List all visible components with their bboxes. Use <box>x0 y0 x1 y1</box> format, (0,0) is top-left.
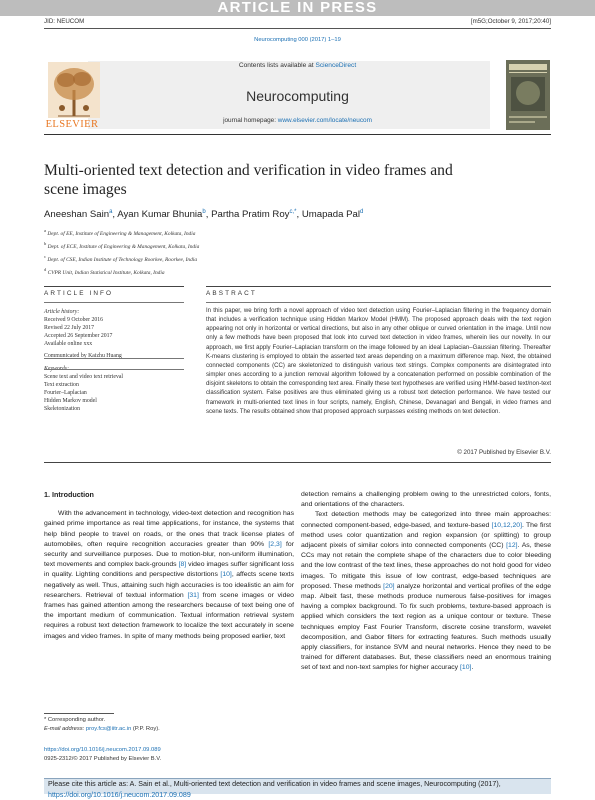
paragraph-text: from scene images or video frames has gained attention among the researchers because of text being one of the important medium of communication. Textual information retrieval system requires a robust text detection framework to localize the text accurately in scene images and video frames. In spite of many methods being proposed earlier, text <box>44 591 294 640</box>
affiliation-item: $^d$ CVPR Unit, Indian Statistical Institute, Kolkata, India <box>44 267 165 276</box>
abstract-label-rule <box>206 302 551 303</box>
masthead-rule <box>44 134 551 135</box>
abstract-text: In this paper, we bring forth a novel approach of video text detection using Fourier–Laplacian filtering in the frequency domain that includes a verification technique using Hidden Markov Model (HMM). The proposed approach deals with the text region appearing not only in horizontal or vertical directions, but also in any other oblique or curved orientation in the image. Until now only a few methods have been proposed that look into curved text detection in video frames, wherein lies our novelty. In our approach, we first apply Fourier–Laplacian transform on the image followed by an ideal Laplacian–Gaussian filtering. Thereafter K-means clustering is employed to obtain the asserted text areas depending on a maximum difference map. Next, the obtained connected components (CC) are skeletonized to distinguish various text strings. Complex components are disintegrated into simpler ones according to a junction removal algorithm followed by a concatenation performed on possible combination of the disjoint skeletons to obtain the corresponding text area. Finally these text hypotheses are verified using HMM-based text/non-text classification system. False positives are thus eliminated giving us a robust text detection performance. We have tested our framework in multi-oriented text lines in four scripts, namely, English, Chinese, Devanagari and Bengali, in video frames and scene texts. The results obtained show that proposed approach surpasses existing methods on text detection. <box>206 308 551 415</box>
affiliation-item: $^a$ Dept. of EE, Institute of Engineering & Management, Kolkata, India <box>44 228 196 237</box>
citation-prefix: Please cite this article as: A. Sain et al., Multi-oriented text detection and verification in video frames and scene images, Neurocomputing (2017), <box>48 780 501 788</box>
article-info-history-rule <box>44 358 184 359</box>
journal-id: JID: NEUCOM <box>44 18 85 25</box>
journal-reference-link[interactable]: Neurocomputing 000 (2017) 1–19 <box>254 37 341 43</box>
abstract-label: ABSTRACT <box>206 290 257 297</box>
author-affiliation-mark[interactable]: a <box>109 209 113 215</box>
section-heading-introduction: 1. Introduction <box>44 490 94 499</box>
article-in-press-text: ARTICLE IN PRESS <box>217 0 378 16</box>
journal-homepage-link[interactable]: www.elsevier.com/locate/neucom <box>277 117 372 124</box>
intro-paragraph-continued: detection remains a challenging problem owing to the unrestricted colors, fonts, and orientations of the characters. <box>301 491 551 509</box>
intro-paragraph <box>44 509 294 642</box>
author-affiliation-mark[interactable]: b <box>202 209 206 215</box>
paragraph-text: for security and surveillance purposes. Due to motion-blur, non-uniform illumination, text movements and complex back-grounds <box>44 540 294 569</box>
author-affiliation-mark[interactable]: c,* <box>289 209 297 215</box>
history-item: Revised 22 July 2017 <box>44 325 95 332</box>
issn-line: 0925-2312/© 2017 Published by Elsevier B.V. <box>44 756 162 763</box>
affiliation-item: $^c$ Dept. of CSE, Indian Institute of Technology Roorkee, Roorkee, India <box>44 254 198 263</box>
history-item: Accepted 26 September 2017 <box>44 333 113 340</box>
paragraph-text: . The first method uses color quantization and region expansion (or splitting) to group adjacent pixels of similar colors into connected components (CC) <box>301 521 551 550</box>
history-label: Article history: <box>44 309 80 315</box>
doi-link[interactable]: https://doi.org/10.1016/j.neucom.2017.09.089 <box>44 747 161 753</box>
citation-link[interactable]: [10] <box>460 664 472 672</box>
keyword-item: Text extraction <box>44 381 79 388</box>
elsevier-wordmark: ELSEVIER <box>45 119 99 130</box>
paragraph-text: analyze horizontal and vertical profiles of the edge map. Albeit fast, these methods produce numerous false-positives for images having a complex background. To fix such problems, texture-based approach is applied which considers the text region as a unique contour or texture. These techniques employ Fast Fourier Transform, discrete cosine transform, wavelet decomposition, and Gabor filters for extracting features. Such methods usually apply classifiers, for instance SVM and neural networks. Hence they need to be trained for different databases. But, these classifiers need an enormous training set of text and non-text samples for higher accuracy <box>301 582 552 672</box>
keyword-item: Hidden Markov model <box>44 397 97 404</box>
citation-link[interactable]: [20] <box>383 582 395 590</box>
history-item: Received 9 October 2016 <box>44 317 104 324</box>
article-info-block <box>44 308 184 413</box>
author-list: Aneeshan Sain$^a$, Ayan Kumar Bhunia$^b$, Partha Pratim Roy$^{c,*}$, Umapada Pal$^d$ <box>44 209 364 221</box>
affiliation-item: $^b$ Dept. of ECE, Institute of Engineering & Management, Kolkata, India <box>44 241 200 250</box>
citation-link[interactable]: [12] <box>506 542 518 550</box>
paragraph-text: , affects scene texts negatively as well. Thus, attaining such high accuracies is too idealistic an aim for researchers. Retrieval of textual information <box>44 571 295 599</box>
citation-text <box>48 779 548 800</box>
email-suffix: (P.P. Roy). <box>131 726 160 733</box>
article-info-communicated-rule <box>44 369 184 370</box>
keyword-item: Scene text and video text retrieval <box>44 373 124 380</box>
article-info-label: ARTICLE INFO <box>44 290 114 297</box>
footnote <box>44 716 160 735</box>
methods-overview-paragraph <box>301 510 551 673</box>
author-name[interactable]: Ayan Kumar Bhunia <box>117 209 203 221</box>
journal-name: Neurocomputing <box>246 88 349 104</box>
citation-link[interactable]: [31] <box>187 591 199 599</box>
sciencedirect-link[interactable]: ScienceDirect <box>315 62 357 69</box>
author-affiliation-mark[interactable]: d <box>359 209 364 215</box>
footnote-rule <box>44 713 114 714</box>
body-column-right <box>301 490 551 674</box>
author-name[interactable]: Aneeshan Sain <box>44 209 110 221</box>
keyword-item: Fourier–Laplacian <box>44 389 87 396</box>
author-name[interactable]: Partha Pratim Roy <box>211 209 290 221</box>
homepage-prefix: journal homepage: <box>223 117 277 124</box>
production-mark: [m5G;October 9, 2017;20:40] <box>470 18 551 25</box>
affiliation-list <box>44 226 199 278</box>
abstract-bottom-rule <box>44 462 551 463</box>
citation-link[interactable]: [8] <box>178 561 187 569</box>
header-rule <box>44 28 551 29</box>
corresponding-author-note: * Corresponding author. <box>44 717 106 723</box>
citation-link[interactable]: [10] <box>220 571 232 579</box>
article-title: Multi-oriented text detection and verification in video frames and scene images <box>44 162 453 198</box>
journal-cover-thumbnail[interactable] <box>506 60 550 130</box>
contents-prefix: Contents lists available at <box>238 62 314 69</box>
citation-doi-link[interactable]: https://doi.org/10.1016/j.neucom.2017.09.089 <box>48 790 191 799</box>
history-item: Available online xxx <box>44 341 93 348</box>
citation-link[interactable]: [2,3] <box>268 540 282 548</box>
paragraph-text: Text detection methods may be categorized into three main approaches: connected component-based, edge-based, and texture-based <box>301 511 551 529</box>
abstract-top-rule <box>206 286 551 287</box>
paragraph-text: . <box>471 664 474 672</box>
citation-link[interactable]: [10,12,20] <box>491 521 522 529</box>
body-column-left <box>44 490 294 642</box>
article-info-label-rule <box>44 302 184 303</box>
keyword-item: Skeletonization <box>44 406 81 413</box>
article-identifiers <box>44 746 161 764</box>
communicated-by: Communicated by Kaizhu Huang <box>44 353 122 360</box>
email-link[interactable]: proy.fcs@iitr.ac.in <box>85 726 132 733</box>
paragraph-text: . As, these CCs may not retain the complete shape of the characters due to color bleeding and the low contrast of the text lines, these approaches do not hold good for video images. To mitigate this issue of low contrast, edge-based techniques are proposed. These methods <box>301 542 551 590</box>
article-info-top-rule <box>44 286 184 287</box>
email-line <box>44 725 160 734</box>
keywords-label: Keywords: <box>44 365 69 372</box>
paragraph-text: With the advancement in technology, video-text detection and recognition has gained prime importance as real time applications, for instance, the systems that help blind people to travel on roads, or the ones that track license plates of automobiles, often require recognition accuracies greater than 90% <box>44 510 294 548</box>
author-name[interactable]: Umapada Pal <box>301 209 360 221</box>
abstract-copyright: © 2017 Published by Elsevier B.V. <box>457 449 551 456</box>
email-label: E-mail address: <box>44 726 85 733</box>
paragraph-text: video images suffer significant loss in quality. Lighting conditions and perspective distortions <box>44 561 295 579</box>
